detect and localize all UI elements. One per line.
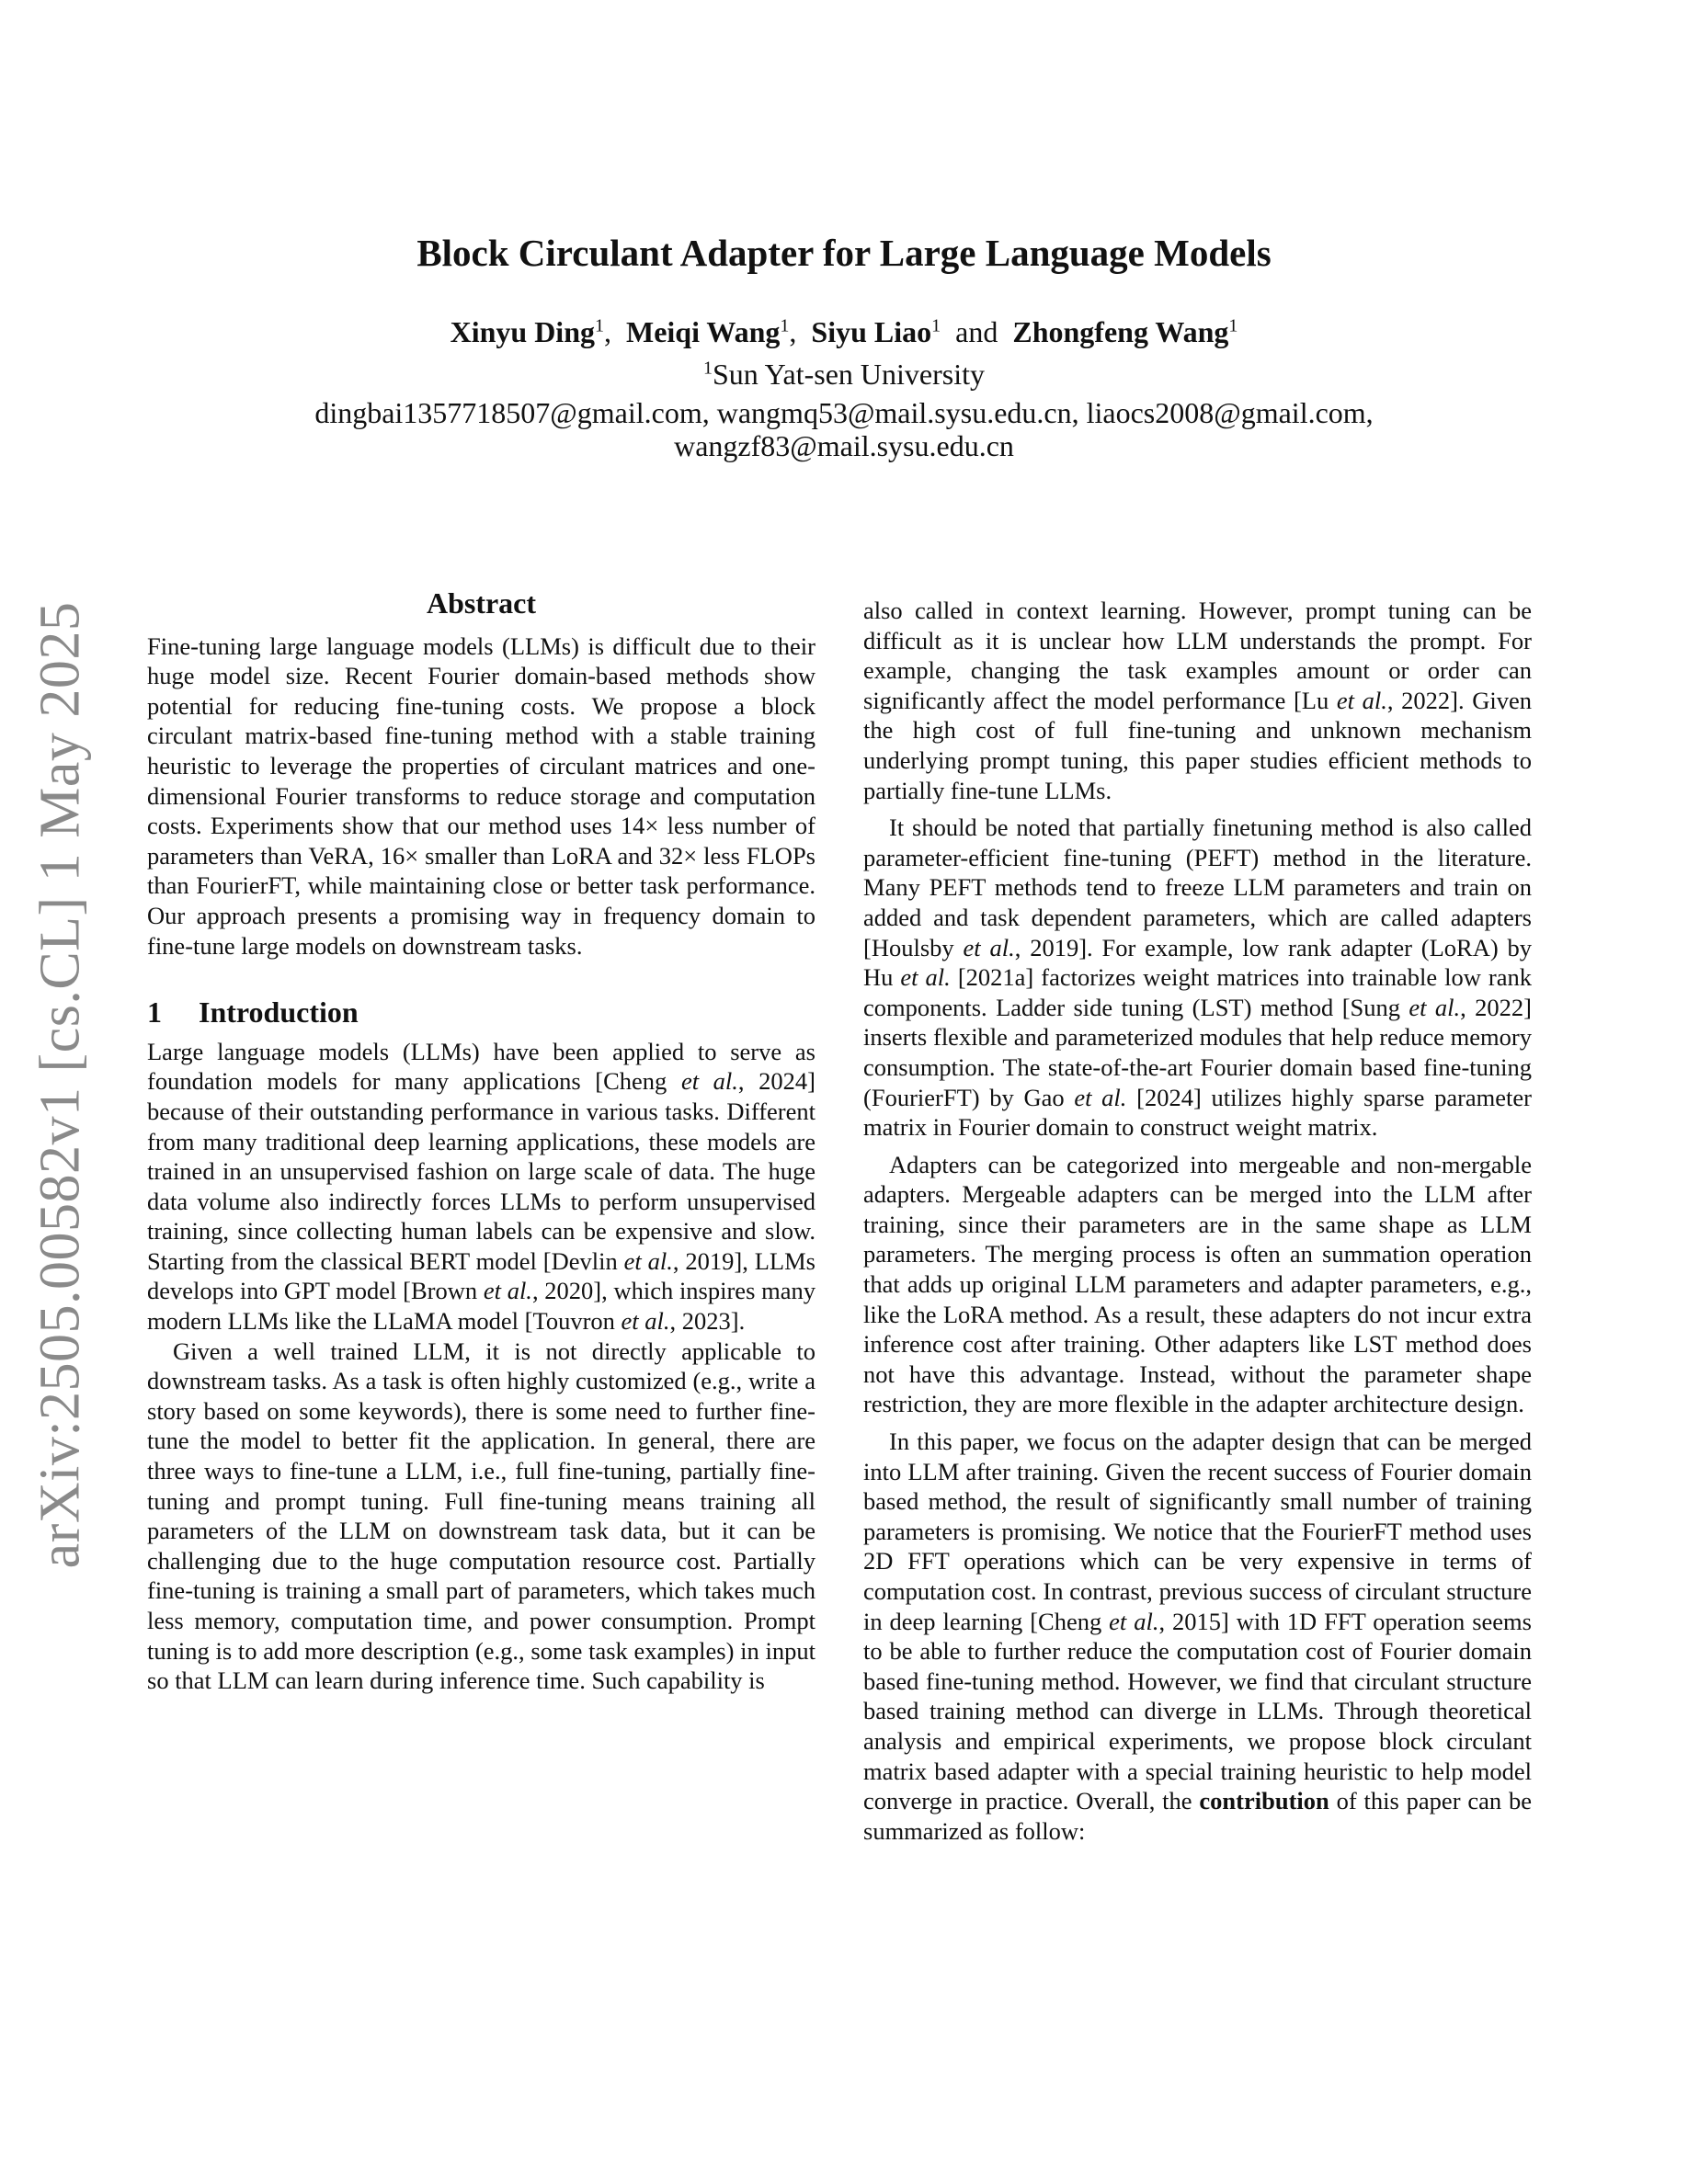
email-line: wangzf83@mail.sysu.edu.cn xyxy=(674,428,1014,462)
affiliation-name: Sun Yat-sen University xyxy=(712,357,985,391)
section-heading xyxy=(147,997,815,1028)
section-number: 1 xyxy=(147,995,162,1029)
affiliation-marker: 1 xyxy=(780,315,790,336)
affiliation-marker: 1 xyxy=(594,315,604,336)
paper-header xyxy=(147,230,1541,462)
paragraph: In this paper, we focus on the adapter design that can be merged into LLM after training. Given the recent success of Fourier domain based method, the result of significantly small number of training parameters is promising. We notice that the FourierFT method uses 2D FFT operations which can be very expensive in terms of computation cost. In contrast, previous success of circulant structure in deep learning [Cheng et al., 2015] with 1D FFT operation seems to be able to further reduce the computation cost of Fourier domain based fine-tuning method. However, we find that circulant structure based training method can diverge in LLMs. Through theoretical analysis and empirical experiments, we propose block circulant matrix based adapter with a special training heuristic to help model converge in practice. Overall, the contribution of this paper can be summarized as follow: xyxy=(863,1428,1532,1845)
section-title: Introduction xyxy=(199,995,359,1029)
email-line: dingbai1357718507@gmail.com, wangmq53@mail.sysu.edu.cn, liaocs2008@gmail.com, xyxy=(314,396,1374,430)
author-emails xyxy=(147,397,1541,461)
paragraph: It should be noted that partially finetuning method is also called parameter-efficient fine-tuning (PEFT) method in the literature. Many PEFT methods tend to freeze LLM parameters and train on added and task dependent parameters, which are called adapters [Houlsby et al., 2019]. For example, low rank adapter (LoRA) by Hu et al. [2021a] factorizes weight matrices into trainable low rank components. Ladder side tuning (LST) method [Sung et al., 2022] inserts flexible and parameterized modules that help reduce memory consumption. The state-of-the-art Fourier domain based fine-tuning (FourierFT) by Gao et al. [2024] utilizes highly sparse parameter matrix in Fourier domain to construct weight matrix. xyxy=(863,813,1533,1142)
author-name: Xinyu Ding xyxy=(450,315,595,349)
paragraph: Adapters can be categorized into mergeable and non-mergable adapters. Mergeable adapters can be merged into the LLM after training, since their parameters are in the same shape as LLM parameters. The merging process is often an summation operation that adds up original LLM parameters and adapter parameters, e.g., like the LoRA method. As a result, these adapters do not incur extra inference cost after training. Other adapters like LST method does not have this advantage. Instead, without the parameter shape restriction, they are more flexible in the adapter architecture design. xyxy=(863,1150,1532,1418)
paragraph: Given a well trained LLM, it is not directly applicable to downstream tasks. As a task is often highly customized (e.g., write a story based on some keywords), there is some need to further fine-tune the model to better fit the application. In general, there are three ways to fine-tune a LLM, i.e., full fine-tuning, partially fine-tuning and prompt tuning. Full fine-tuning means training all parameters of the LLM on downstream task data, but it can be challenging due to the huge computation resource cost. Partially fine-tuning is training a small part of parameters, which takes much less memory, computation time, and power consumption. Prompt tuning is to add more description (e.g., some task examples) in input so that LLM can learn during inference time. Such capability is xyxy=(147,1337,815,1695)
author-name: Zhongfeng Wang xyxy=(1012,315,1229,349)
author-separator: , xyxy=(603,315,611,349)
affiliation-marker: 1 xyxy=(1228,315,1238,336)
paragraph: also called in context learning. However, prompt tuning can be difficult as it is unclear how LLM understands the prompt. For example, changing the task examples amount or order can significantly affect the model performance [Lu et al., 2022]. Given the high cost of full fine-tuning and unknown mechanism underlying prompt tuning, this paper studies efficient methods to partially fine-tune LLMs. xyxy=(863,597,1532,804)
right-column xyxy=(863,596,1532,1846)
abstract-text: Fine-tuning large language models (LLMs) is difficult due to their huge model size. Recent Fourier domain-based methods show potential for reducing fine-tuning costs. We propose a block circulant matrix-based fine-tuning method with a stable training heuristic to leverage the properties of circulant matrices and one-dimensional Fourier transforms to reduce storage and computation costs. Experiments show that our method uses 14× less number of parameters than VeRA, 16× smaller than LoRA and 32× less FLOPs than FourierFT, while maintaining close or better task performance. Our approach presents a promising way in frequency domain to fine-tune large models on downstream tasks. xyxy=(147,631,815,960)
author-separator: , xyxy=(789,315,797,349)
affiliation-marker: 1 xyxy=(702,358,713,379)
left-column xyxy=(147,588,815,1696)
author-name: Siyu Liao xyxy=(811,315,932,349)
affiliation-marker: 1 xyxy=(931,315,941,336)
author-list xyxy=(147,313,1541,352)
author-name: Meiqi Wang xyxy=(625,315,781,349)
arxiv-side-stamp xyxy=(28,601,94,1568)
paper-title: Block Circulant Adapter for Large Language Models xyxy=(416,232,1272,274)
affiliation xyxy=(147,356,1541,394)
paragraph: Large language models (LLMs) have been applied to serve as foundation models for many applications [Cheng et al., 2024] because of their outstanding performance in various tasks. Different from many traditional deep learning applications, these models are trained in an unsupervised fashion on large scale of data. The huge data volume also indirectly forces LLMs to perform unsupervised training, since collecting human labels can be expensive and slow. Starting from the classical BERT model [Devlin et al., 2019], LLMs develops into GPT model [Brown et al., 2020], which inspires many modern LLMs like the LLaMA model [Touvron et al., 2023]. xyxy=(147,1037,815,1336)
abstract-heading: Abstract xyxy=(426,586,537,620)
arxiv-identifier: arXiv:2505.00582v1 [cs.CL] 1 May 2025 xyxy=(29,601,92,1568)
author-conjunction: and xyxy=(955,315,998,349)
